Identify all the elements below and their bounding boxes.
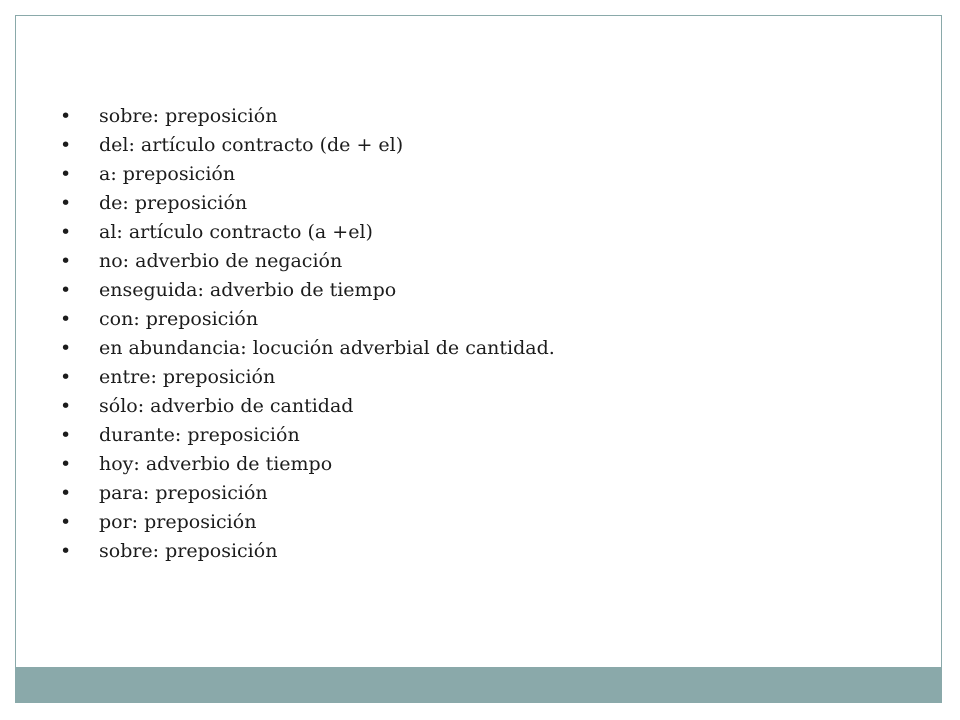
list-item: [60, 305, 900, 334]
slide: [15, 15, 942, 703]
bullet-icon: •: [60, 424, 72, 446]
bullet-icon: •: [60, 192, 72, 214]
list-item-text: por: preposición: [99, 511, 257, 533]
bullet-icon: •: [60, 366, 72, 388]
list-item: [60, 102, 900, 131]
list-item: [60, 508, 900, 537]
bullet-icon: •: [60, 163, 72, 185]
list-item: [60, 218, 900, 247]
list-item-text: sobre: preposición: [99, 105, 278, 127]
list-item-text: a: preposición: [99, 163, 236, 185]
list-item-text: enseguida: adverbio de tiempo: [99, 279, 397, 301]
list-item-text: de: preposición: [99, 192, 248, 214]
list-item: [60, 160, 900, 189]
list-item-text: sólo: adverbio de cantidad: [99, 395, 354, 417]
list-item: [60, 392, 900, 421]
list-item: [60, 276, 900, 305]
bullet-icon: •: [60, 279, 72, 301]
bullet-icon: •: [60, 482, 72, 504]
bullet-icon: •: [60, 395, 72, 417]
list-item: [60, 537, 900, 566]
list-item: [60, 189, 900, 218]
footer-bar: [16, 667, 941, 702]
list-item: [60, 131, 900, 160]
slide-content: [60, 102, 900, 566]
bullet-icon: •: [60, 540, 72, 562]
list-item-text: para: preposición: [99, 482, 268, 504]
list-item-text: hoy: adverbio de tiempo: [99, 453, 333, 475]
bullet-icon: •: [60, 453, 72, 475]
list-item: [60, 247, 900, 276]
list-item-text: sobre: preposición: [99, 540, 278, 562]
list-item: [60, 450, 900, 479]
list-item: [60, 421, 900, 450]
bullet-icon: •: [60, 105, 72, 127]
list-item-text: con: preposición: [99, 308, 259, 330]
bullet-icon: •: [60, 250, 72, 272]
bullet-icon: •: [60, 221, 72, 243]
list-item: [60, 479, 900, 508]
bullet-icon: •: [60, 337, 72, 359]
list-item: [60, 334, 900, 363]
bullet-icon: •: [60, 511, 72, 533]
list-item: [60, 363, 900, 392]
list-item-text: no: adverbio de negación: [99, 250, 343, 272]
list-item-text: al: artículo contracto (a +el): [99, 221, 373, 243]
list-item-text: entre: preposición: [99, 366, 276, 388]
bullet-icon: •: [60, 134, 72, 156]
bullet-icon: •: [60, 308, 72, 330]
list-item-text: en abundancia: locución adverbial de cantidad.: [99, 337, 555, 359]
bullet-list: [60, 102, 900, 566]
list-item-text: del: artículo contracto (de + el): [99, 134, 404, 156]
list-item-text: durante: preposición: [99, 424, 300, 446]
